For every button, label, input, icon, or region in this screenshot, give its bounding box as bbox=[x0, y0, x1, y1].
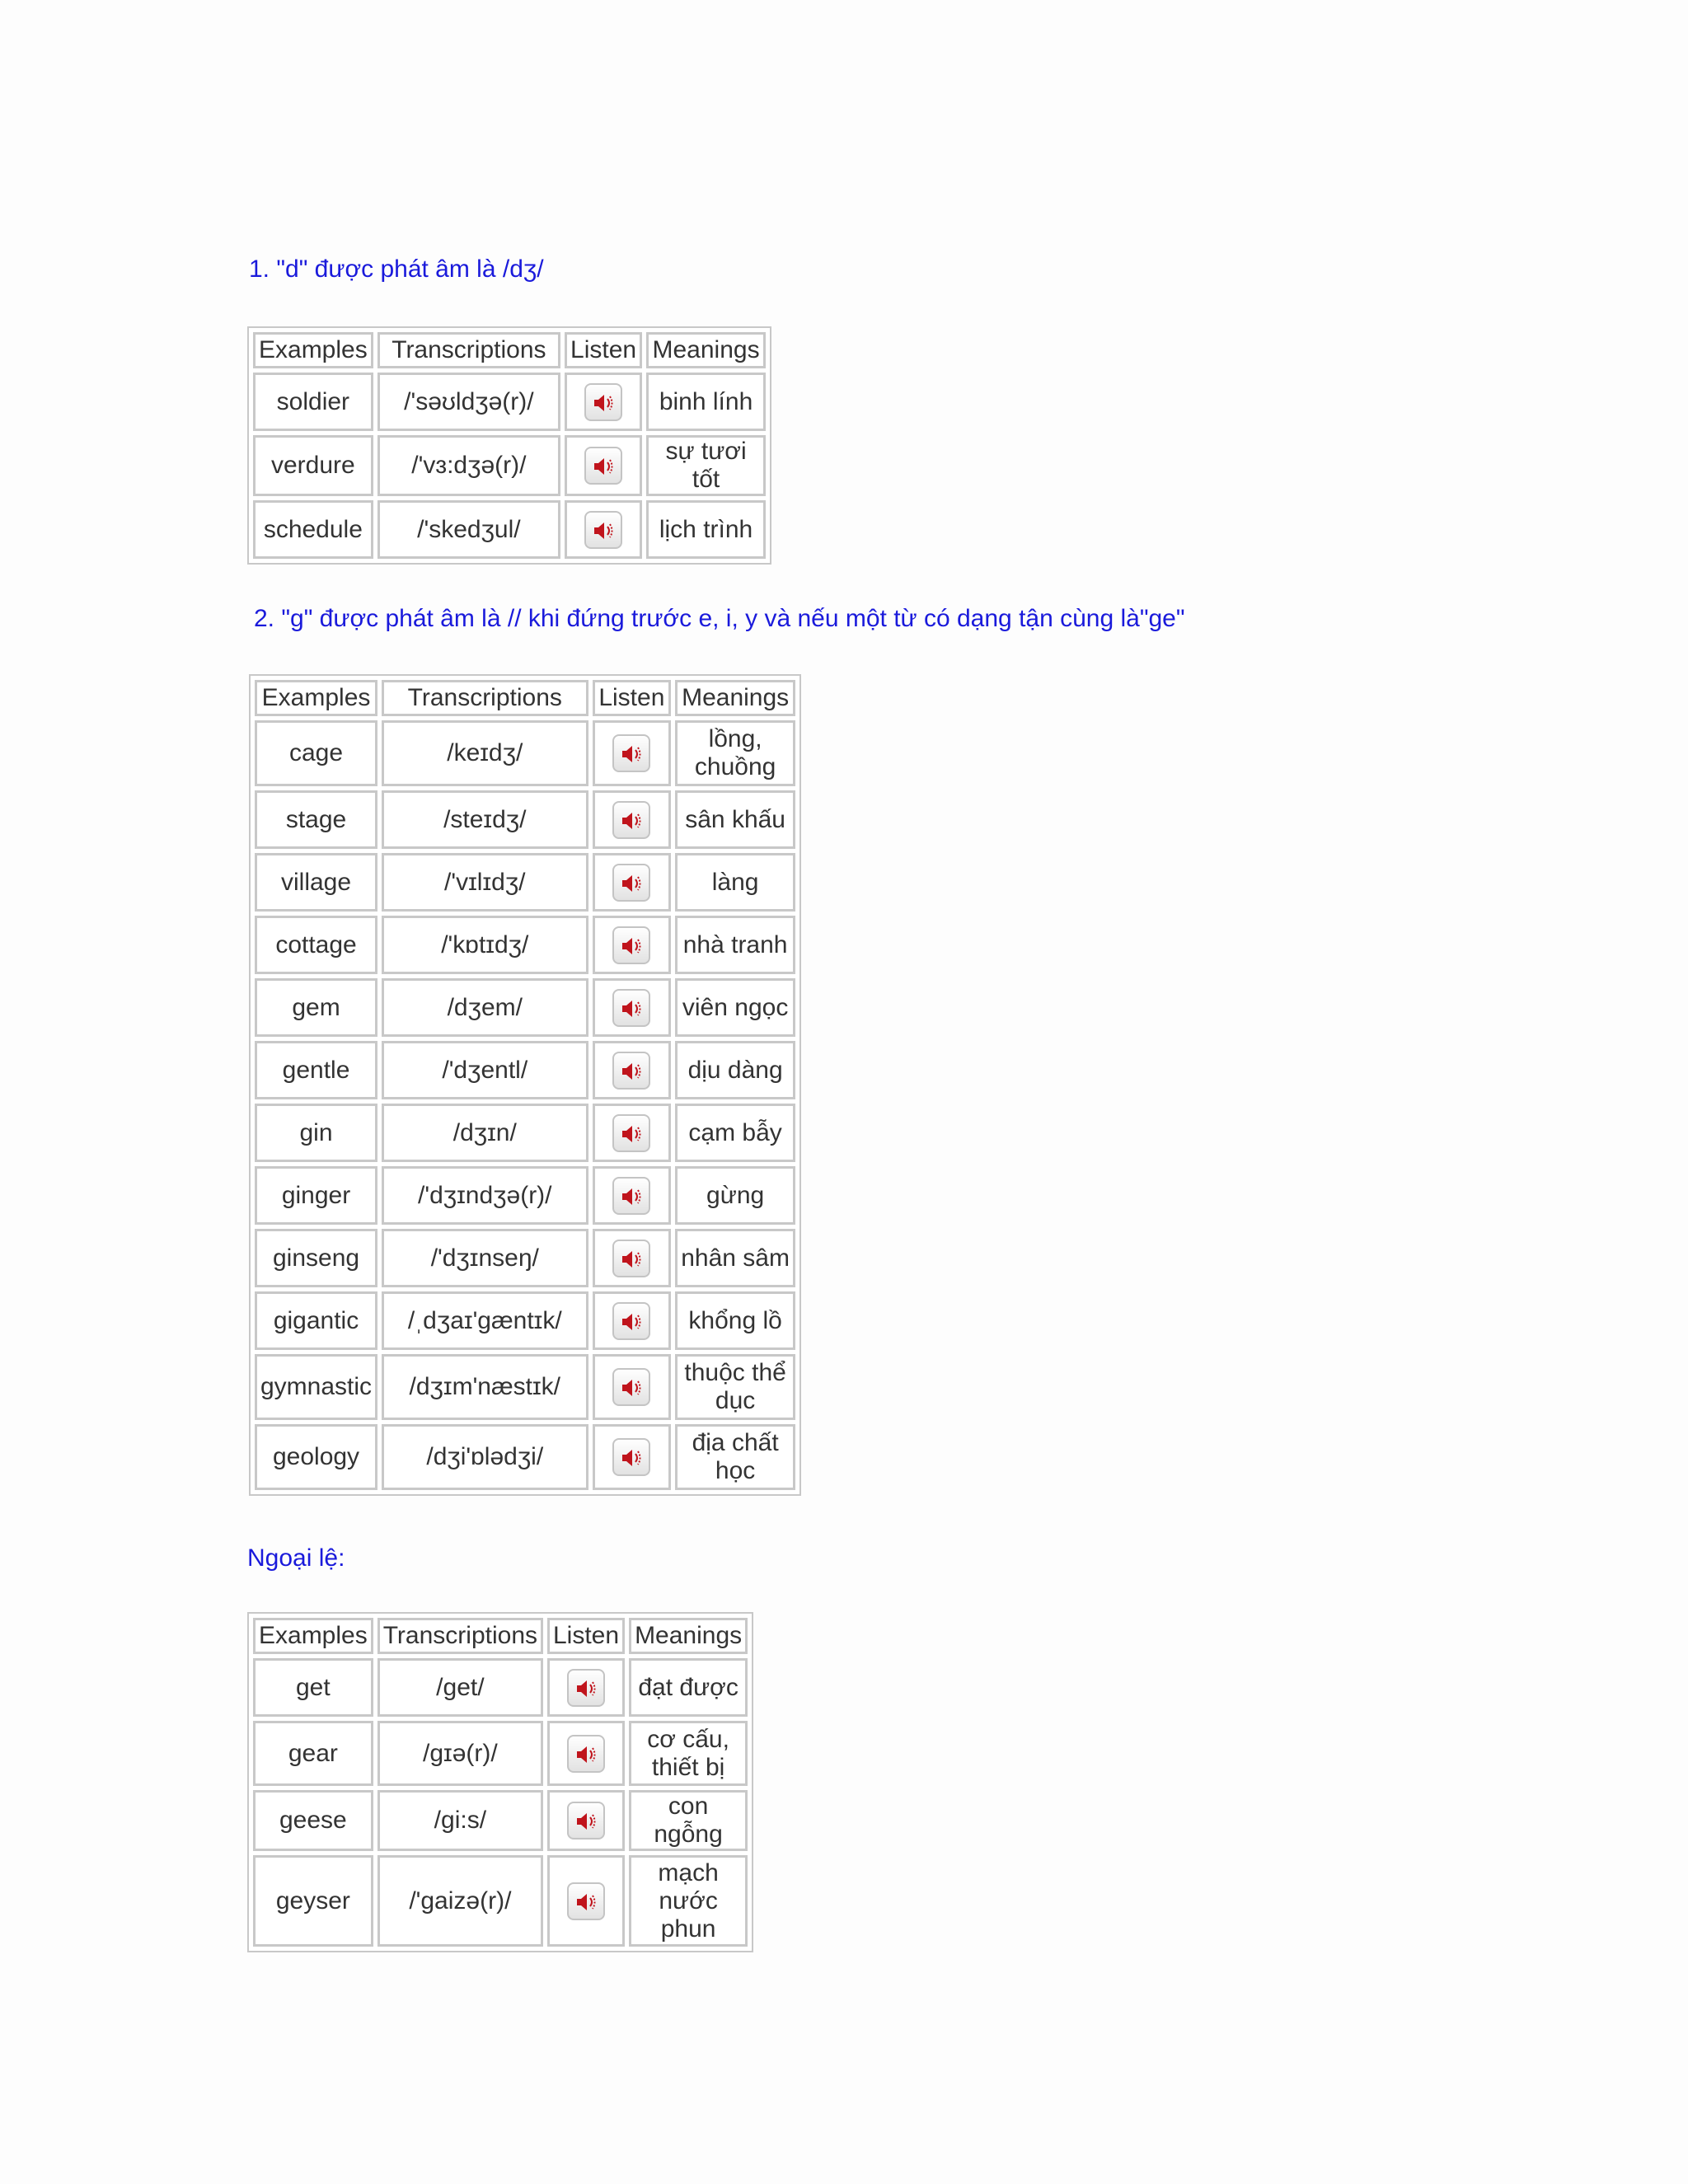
example-word: cottage bbox=[255, 916, 377, 974]
meaning: khổng lồ bbox=[675, 1291, 795, 1350]
meaning: dịu dàng bbox=[675, 1041, 795, 1099]
table-row bbox=[253, 1658, 748, 1717]
table-row bbox=[253, 435, 766, 496]
transcription: /'gaizə(r)/ bbox=[377, 1855, 543, 1947]
table-row bbox=[253, 500, 766, 559]
meaning: con ngỗng bbox=[629, 1790, 748, 1851]
section-1-heading: 1. "d" được phát âm là /dʒ/ bbox=[249, 255, 544, 283]
table-row bbox=[253, 1855, 748, 1947]
table-row bbox=[255, 916, 795, 974]
meaning: làng bbox=[675, 853, 795, 912]
header-transcriptions: Transcriptions bbox=[377, 1618, 543, 1654]
example-word: ginseng bbox=[255, 1229, 377, 1287]
listen-cell bbox=[565, 435, 642, 496]
listen-cell bbox=[565, 373, 642, 431]
example-word: geese bbox=[253, 1790, 373, 1851]
listen-cell bbox=[593, 1229, 672, 1287]
header-meanings: Meanings bbox=[675, 680, 795, 716]
header-listen: Listen bbox=[547, 1618, 625, 1654]
table-row bbox=[255, 853, 795, 912]
table-row bbox=[253, 1721, 748, 1786]
speaker-icon[interactable] bbox=[612, 926, 650, 964]
table-row bbox=[255, 1424, 795, 1490]
example-word: gymnastic bbox=[255, 1354, 377, 1420]
table-row bbox=[255, 720, 795, 786]
table-header-row bbox=[253, 1618, 748, 1654]
transcription: /gɪə(r)/ bbox=[377, 1721, 543, 1786]
transcription: /dʒi'ɒlədʒi/ bbox=[382, 1424, 588, 1490]
table-row bbox=[255, 1229, 795, 1287]
speaker-glyph bbox=[576, 1811, 598, 1831]
transcription: /'skedʒul/ bbox=[377, 500, 560, 559]
speaker-icon[interactable] bbox=[612, 864, 650, 902]
speaker-glyph bbox=[621, 874, 643, 893]
listen-cell bbox=[593, 1424, 672, 1490]
header-examples: Examples bbox=[253, 332, 373, 368]
listen-cell bbox=[593, 1041, 672, 1099]
listen-cell bbox=[547, 1855, 625, 1947]
speaker-glyph bbox=[621, 744, 643, 764]
meaning: lồng, chuồng bbox=[675, 720, 795, 786]
table-exceptions bbox=[247, 1612, 753, 1952]
listen-cell bbox=[547, 1721, 625, 1786]
exceptions-heading: Ngoại lệ: bbox=[247, 1544, 345, 1572]
speaker-icon[interactable] bbox=[612, 1438, 650, 1476]
speaker-icon[interactable] bbox=[584, 383, 622, 421]
transcription: /dʒem/ bbox=[382, 978, 588, 1037]
meaning: cạm bẫy bbox=[675, 1104, 795, 1162]
transcription: /'dʒentl/ bbox=[382, 1041, 588, 1099]
meaning: địa chất học bbox=[675, 1424, 795, 1490]
table-d-as-dzh bbox=[247, 326, 771, 565]
meaning: viên ngọc bbox=[675, 978, 795, 1037]
example-word: gem bbox=[255, 978, 377, 1037]
speaker-icon[interactable] bbox=[612, 1114, 650, 1152]
listen-cell bbox=[565, 500, 642, 559]
listen-cell bbox=[593, 790, 672, 849]
speaker-glyph bbox=[593, 457, 615, 476]
header-listen: Listen bbox=[593, 680, 672, 716]
speaker-icon[interactable] bbox=[612, 1368, 650, 1406]
table-row bbox=[255, 1166, 795, 1225]
transcription: /ˌdʒaɪ'gæntɪk/ bbox=[382, 1291, 588, 1350]
meaning: sự tươi tốt bbox=[646, 435, 766, 496]
listen-cell bbox=[593, 1291, 672, 1350]
table-row bbox=[253, 373, 766, 431]
example-word: village bbox=[255, 853, 377, 912]
speaker-icon[interactable] bbox=[567, 1802, 605, 1840]
listen-cell bbox=[593, 978, 672, 1037]
speaker-glyph bbox=[576, 1679, 598, 1699]
speaker-icon[interactable] bbox=[567, 1669, 605, 1707]
table-row bbox=[255, 1291, 795, 1350]
speaker-icon[interactable] bbox=[567, 1735, 605, 1773]
section-2-heading: 2. "g" được phát âm là // khi đứng trước e, i, y và nếu một từ có dạng tận cùng là"ge" bbox=[254, 605, 1185, 632]
speaker-icon[interactable] bbox=[612, 989, 650, 1027]
example-word: soldier bbox=[253, 373, 373, 431]
table-row bbox=[253, 1790, 748, 1851]
header-meanings: Meanings bbox=[646, 332, 766, 368]
speaker-glyph bbox=[621, 1249, 643, 1269]
table-row bbox=[255, 1041, 795, 1099]
header-listen: Listen bbox=[565, 332, 642, 368]
example-word: verdure bbox=[253, 435, 373, 496]
speaker-icon[interactable] bbox=[612, 734, 650, 772]
listen-cell bbox=[547, 1790, 625, 1851]
speaker-icon[interactable] bbox=[612, 1302, 650, 1340]
meaning: binh lính bbox=[646, 373, 766, 431]
transcription: /'dʒɪnseŋ/ bbox=[382, 1229, 588, 1287]
table-header-row bbox=[255, 680, 795, 716]
header-transcriptions: Transcriptions bbox=[377, 332, 560, 368]
example-word: geology bbox=[255, 1424, 377, 1490]
transcription: /dʒɪm'næstɪk/ bbox=[382, 1354, 588, 1420]
speaker-glyph bbox=[576, 1745, 598, 1765]
listen-cell bbox=[593, 853, 672, 912]
speaker-glyph bbox=[621, 936, 643, 956]
listen-cell bbox=[593, 916, 672, 974]
meaning: nhân sâm bbox=[675, 1229, 795, 1287]
speaker-icon[interactable] bbox=[612, 1240, 650, 1277]
speaker-glyph bbox=[576, 1892, 598, 1912]
listen-cell bbox=[547, 1658, 625, 1717]
example-word: geyser bbox=[253, 1855, 373, 1947]
meaning: thuộc thể dục bbox=[675, 1354, 795, 1420]
transcription: /'vɪlɪdʒ/ bbox=[382, 853, 588, 912]
header-transcriptions: Transcriptions bbox=[382, 680, 588, 716]
speaker-icon[interactable] bbox=[567, 1882, 605, 1920]
transcription: /gi:s/ bbox=[377, 1790, 543, 1851]
listen-cell bbox=[593, 1166, 672, 1225]
example-word: get bbox=[253, 1658, 373, 1717]
example-word: schedule bbox=[253, 500, 373, 559]
speaker-glyph bbox=[621, 1448, 643, 1468]
meaning: cơ cấu, thiết bị bbox=[629, 1721, 748, 1786]
header-examples: Examples bbox=[255, 680, 377, 716]
table-row bbox=[255, 1354, 795, 1420]
speaker-glyph bbox=[621, 1187, 643, 1207]
speaker-glyph bbox=[621, 1124, 643, 1144]
speaker-icon[interactable] bbox=[584, 447, 622, 485]
example-word: cage bbox=[255, 720, 377, 786]
meaning: mạch nước phun bbox=[629, 1855, 748, 1947]
transcription: /'dʒɪndʒə(r)/ bbox=[382, 1166, 588, 1225]
example-word: stage bbox=[255, 790, 377, 849]
speaker-glyph bbox=[593, 521, 615, 541]
example-word: gin bbox=[255, 1104, 377, 1162]
speaker-glyph bbox=[621, 1312, 643, 1332]
transcription: /'kɒtɪdʒ/ bbox=[382, 916, 588, 974]
table-g-as-dzh bbox=[249, 674, 801, 1496]
example-word: gentle bbox=[255, 1041, 377, 1099]
transcription: /get/ bbox=[377, 1658, 543, 1717]
speaker-icon[interactable] bbox=[584, 511, 622, 549]
transcription: /'səʊldʒə(r)/ bbox=[377, 373, 560, 431]
meaning: đạt được bbox=[629, 1658, 748, 1717]
meaning: nhà tranh bbox=[675, 916, 795, 974]
transcription: /dʒɪn/ bbox=[382, 1104, 588, 1162]
speaker-icon[interactable] bbox=[612, 801, 650, 839]
transcription: /'vɜ:dʒə(r)/ bbox=[377, 435, 560, 496]
meaning: lịch trình bbox=[646, 500, 766, 559]
speaker-icon[interactable] bbox=[612, 1177, 650, 1215]
speaker-glyph bbox=[593, 393, 615, 413]
listen-cell bbox=[593, 720, 672, 786]
example-word: ginger bbox=[255, 1166, 377, 1225]
table-row bbox=[255, 978, 795, 1037]
speaker-glyph bbox=[621, 811, 643, 831]
header-examples: Examples bbox=[253, 1618, 373, 1654]
speaker-glyph bbox=[621, 999, 643, 1019]
header-meanings: Meanings bbox=[629, 1618, 748, 1654]
example-word: gear bbox=[253, 1721, 373, 1786]
table-header-row bbox=[253, 332, 766, 368]
listen-cell bbox=[593, 1354, 672, 1420]
speaker-glyph bbox=[621, 1378, 643, 1398]
transcription: /steɪdʒ/ bbox=[382, 790, 588, 849]
listen-cell bbox=[593, 1104, 672, 1162]
speaker-icon[interactable] bbox=[612, 1052, 650, 1090]
transcription: /keɪdʒ/ bbox=[382, 720, 588, 786]
table-row bbox=[255, 790, 795, 849]
meaning: sân khấu bbox=[675, 790, 795, 849]
table-row bbox=[255, 1104, 795, 1162]
example-word: gigantic bbox=[255, 1291, 377, 1350]
speaker-glyph bbox=[621, 1062, 643, 1081]
meaning: gừng bbox=[675, 1166, 795, 1225]
